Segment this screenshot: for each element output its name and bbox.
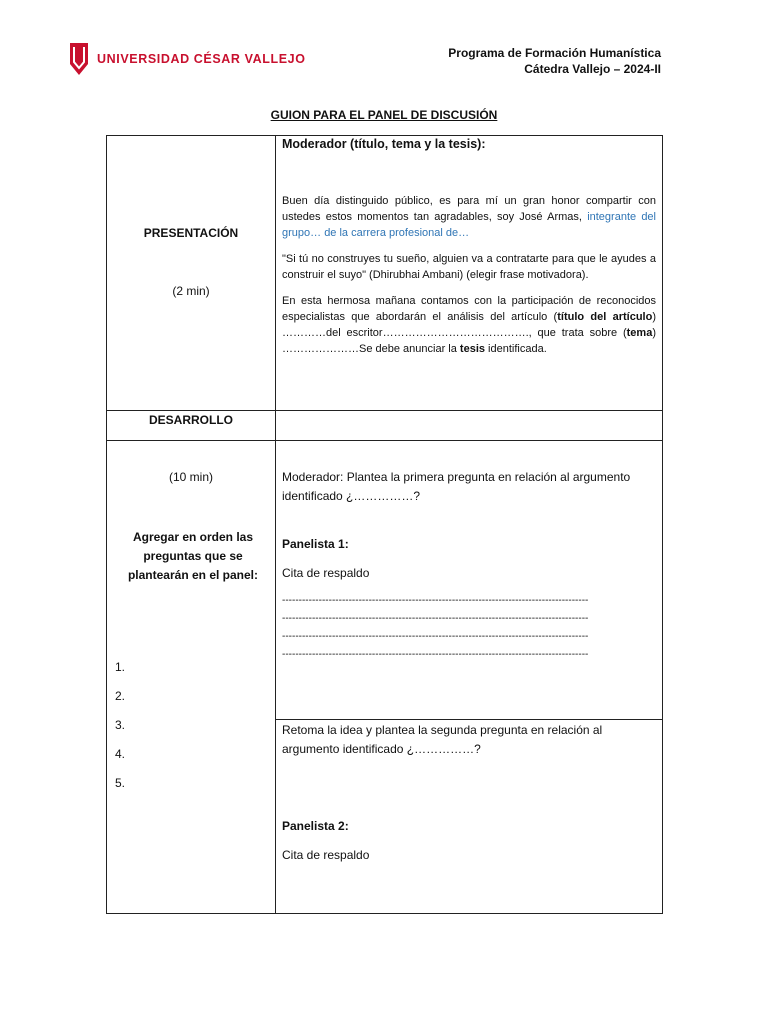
questions-instruction: Agregar en orden las preguntas que se plantearán en el panel: xyxy=(127,530,259,582)
script-table xyxy=(106,135,663,914)
university-logo xyxy=(69,42,306,76)
dash-line-2: -------------------------------------------------------------------------------------------- xyxy=(282,613,589,624)
question-1-cell xyxy=(276,441,663,720)
question-number-2: 2. xyxy=(115,689,126,703)
desarrollo-label-cell xyxy=(107,411,276,441)
question-1-text: Moderador: Plantea la primera pregunta en relación al argumento identificado ¿……………? xyxy=(282,470,631,503)
desarrollo-left-cell xyxy=(107,441,276,914)
intro-text-g: identificada. xyxy=(485,343,547,355)
desarrollo-label: DESARROLLO xyxy=(149,413,233,427)
intro-text-a: En esta hermosa mañana contamos con la participación de reconocidos especialistas que abordarán el análisis del artículo ( xyxy=(282,295,656,323)
intro-text-e: ) …………………Se debe anunciar la xyxy=(282,327,656,355)
greeting-group-placeholder: integrante del grupo… de la carrera profesional de… xyxy=(282,211,656,239)
dash-line-1: -------------------------------------------------------------------------------------------- xyxy=(282,595,589,606)
logo-text: UNIVERSIDAD CÉSAR VALLEJO xyxy=(97,52,306,66)
panelist-1-label: Panelista 1: xyxy=(282,537,349,551)
question-2-text: Retoma la idea y plantea la segunda pregunta en relación al argumento identificado ¿……………? xyxy=(282,723,603,756)
question-number-5: 5. xyxy=(115,776,126,790)
intro-article-title: título del artículo xyxy=(557,311,653,323)
panelist-2-label: Panelista 2: xyxy=(282,819,349,833)
introduction-paragraph xyxy=(282,293,656,357)
citation-2-label: Cita de respaldo xyxy=(282,848,370,862)
presentacion-label-cell xyxy=(107,136,276,411)
header-info xyxy=(448,45,661,77)
desarrollo-time: (10 min) xyxy=(168,470,213,484)
presentacion-row xyxy=(107,136,663,411)
citation-1-label: Cita de respaldo xyxy=(282,566,370,580)
document-title: GUION PARA EL PANEL DE DISCUSIÓN xyxy=(270,108,498,122)
citation-1-lines xyxy=(282,592,656,664)
intro-topic: tema xyxy=(626,327,653,339)
question-number-1: 1. xyxy=(115,660,126,674)
chair-name: Cátedra Vallejo – 2024-II xyxy=(524,62,661,76)
dash-line-3: -------------------------------------------------------------------------------------------- xyxy=(282,631,589,642)
desarrollo-empty-cell xyxy=(276,411,663,441)
presentacion-label: PRESENTACIÓN xyxy=(143,226,239,240)
question-2-cell xyxy=(276,720,663,914)
desarrollo-row-1 xyxy=(107,441,663,720)
shield-logo-icon xyxy=(69,42,89,76)
question-number-list xyxy=(115,653,125,798)
intro-text-c: ) …………del escritor…………………………………., que trata sobre ( xyxy=(282,311,656,339)
desarrollo-header-row xyxy=(107,411,663,441)
program-name: Programa de Formación Humanística xyxy=(448,46,661,60)
greeting-paragraph xyxy=(282,193,656,241)
motivational-quote: "Si tú no construyes tu sueño, alguien va a contratarte para que le ayudes a construir el suyo" (Dhirubhai Ambani) (elegir frase motivadora). xyxy=(282,253,656,281)
moderator-heading: Moderador (título, tema y la tesis): xyxy=(282,137,486,151)
greeting-text: Buen día distinguido público, es para mí un gran honor compartir con ustedes estos momentos tan agradables, soy José Armas, xyxy=(282,195,656,223)
intro-thesis: tesis xyxy=(459,343,485,355)
presentacion-time: (2 min) xyxy=(172,284,210,298)
dash-line-4: -------------------------------------------------------------------------------------------- xyxy=(282,649,589,660)
presentacion-content-cell xyxy=(276,136,663,411)
question-number-3: 3. xyxy=(115,718,126,732)
question-number-4: 4. xyxy=(115,747,126,761)
